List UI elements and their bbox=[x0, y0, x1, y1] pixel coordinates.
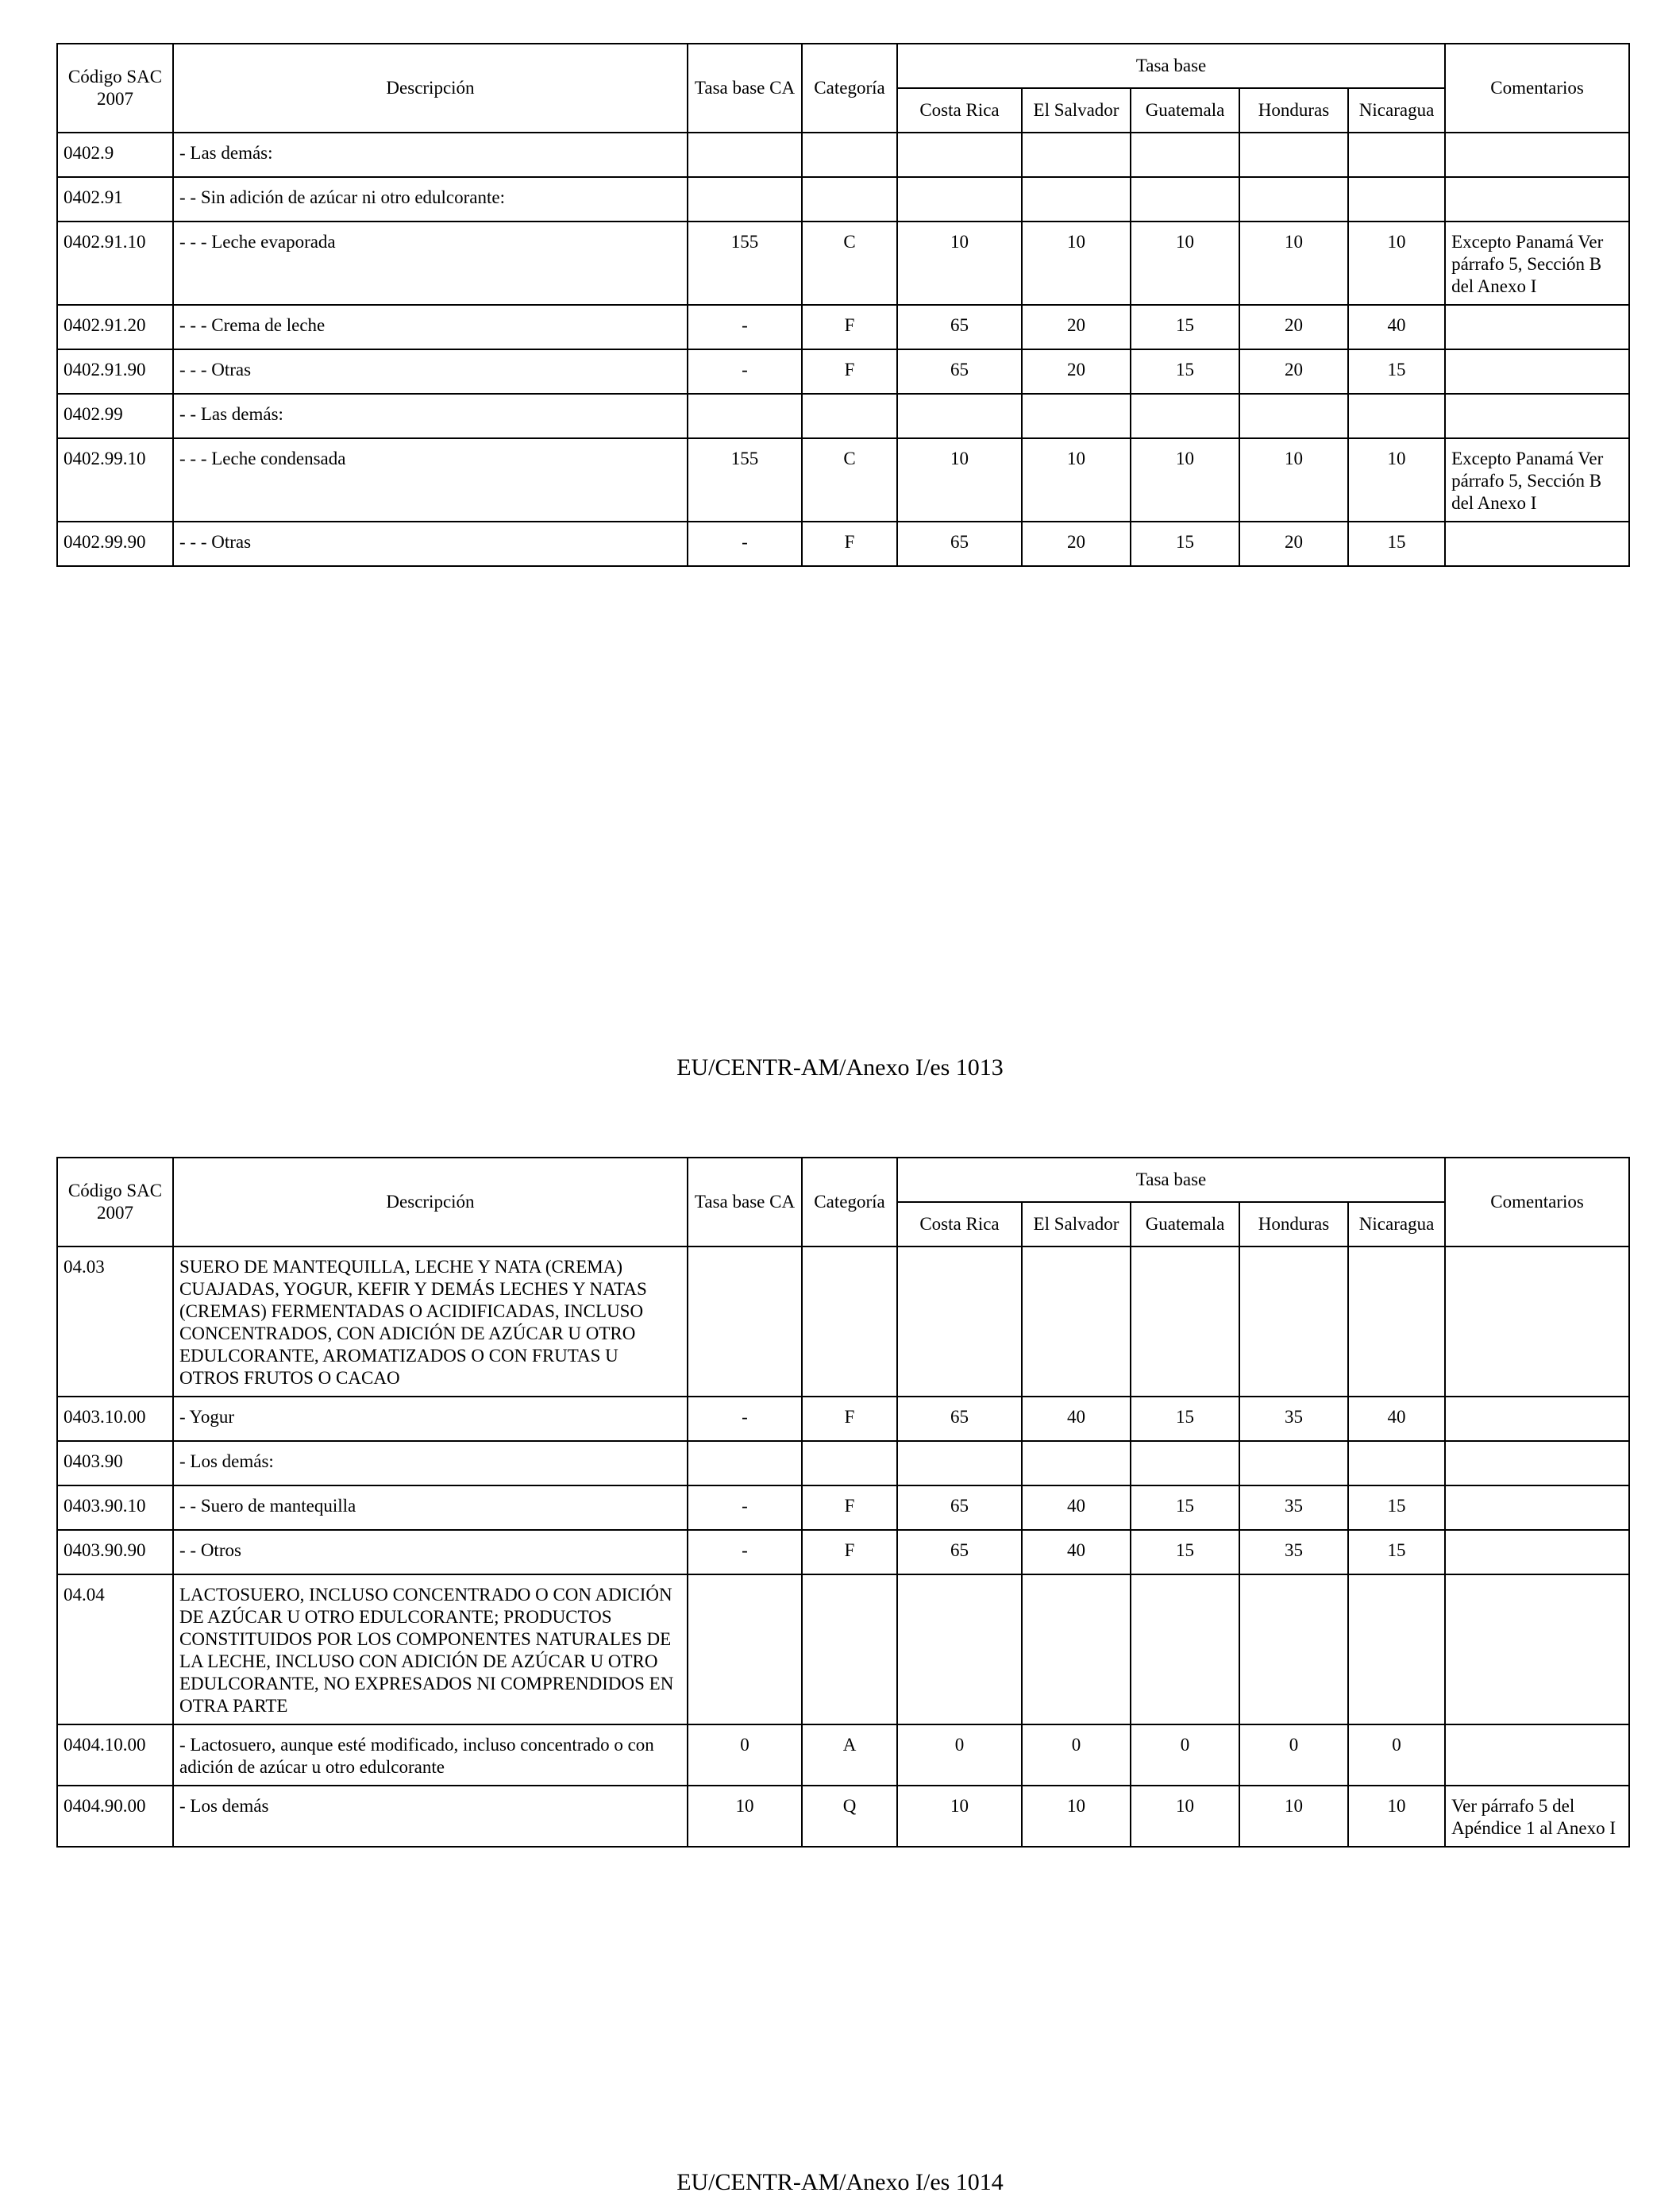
cell-category: F bbox=[802, 1397, 897, 1441]
cell-costa-rica: 65 bbox=[897, 1397, 1022, 1441]
cell-nicaragua: 0 bbox=[1348, 1724, 1445, 1786]
cell-description: - - Sin adición de azúcar ni otro edulcorante: bbox=[173, 177, 688, 222]
header-category: Categoría bbox=[802, 1158, 897, 1246]
cell-costa-rica bbox=[897, 177, 1022, 222]
cell-guatemala: 15 bbox=[1131, 1530, 1239, 1574]
cell-nicaragua bbox=[1348, 1246, 1445, 1397]
cell-category bbox=[802, 394, 897, 438]
table-row bbox=[57, 1441, 1629, 1485]
cell-costa-rica bbox=[897, 133, 1022, 177]
cell-comment bbox=[1445, 177, 1629, 222]
cell-el-salvador: 20 bbox=[1022, 349, 1131, 394]
cell-description: - Lactosuero, aunque esté modificado, incluso concentrado o con adición de azúcar u otro edulcorante bbox=[173, 1724, 688, 1786]
cell-guatemala: 15 bbox=[1131, 522, 1239, 566]
cell-el-salvador bbox=[1022, 133, 1131, 177]
cell-comment bbox=[1445, 522, 1629, 566]
header-nicaragua: Nicaragua bbox=[1348, 88, 1445, 133]
cell-costa-rica: 10 bbox=[897, 1786, 1022, 1847]
cell-comment bbox=[1445, 1246, 1629, 1397]
cell-honduras: 20 bbox=[1239, 305, 1348, 349]
cell-nicaragua bbox=[1348, 177, 1445, 222]
cell-guatemala bbox=[1131, 1441, 1239, 1485]
cell-costa-rica: 10 bbox=[897, 438, 1022, 522]
cell-description: - - - Otras bbox=[173, 349, 688, 394]
cell-honduras: 20 bbox=[1239, 349, 1348, 394]
cell-comment bbox=[1445, 1397, 1629, 1441]
cell-honduras: 20 bbox=[1239, 522, 1348, 566]
header-comments: Comentarios bbox=[1445, 1158, 1629, 1246]
cell-comment bbox=[1445, 394, 1629, 438]
cell-el-salvador bbox=[1022, 1441, 1131, 1485]
cell-comment: Excepto Panamá Ver párrafo 5, Sección B del Anexo I bbox=[1445, 222, 1629, 305]
cell-code: 0404.10.00 bbox=[57, 1724, 173, 1786]
cell-el-salvador: 10 bbox=[1022, 222, 1131, 305]
header-guatemala: Guatemala bbox=[1131, 88, 1239, 133]
cell-costa-rica: 0 bbox=[897, 1724, 1022, 1786]
cell-comment bbox=[1445, 1441, 1629, 1485]
cell-nicaragua: 10 bbox=[1348, 1786, 1445, 1847]
cell-honduras bbox=[1239, 133, 1348, 177]
cell-category: F bbox=[802, 349, 897, 394]
cell-el-salvador: 40 bbox=[1022, 1397, 1131, 1441]
cell-guatemala bbox=[1131, 1574, 1239, 1724]
cell-comment bbox=[1445, 1485, 1629, 1530]
cell-code: 0403.10.00 bbox=[57, 1397, 173, 1441]
header-description: Descripción bbox=[173, 44, 688, 133]
cell-category: C bbox=[802, 438, 897, 522]
cell-code: 0404.90.00 bbox=[57, 1786, 173, 1847]
header-el-salvador: El Salvador bbox=[1022, 1202, 1131, 1246]
cell-honduras bbox=[1239, 177, 1348, 222]
cell-guatemala: 15 bbox=[1131, 1485, 1239, 1530]
cell-costa-rica: 10 bbox=[897, 222, 1022, 305]
cell-nicaragua: 10 bbox=[1348, 222, 1445, 305]
cell-code: 0402.91 bbox=[57, 177, 173, 222]
cell-description: - - Otros bbox=[173, 1530, 688, 1574]
header-costa-rica: Costa Rica bbox=[897, 88, 1022, 133]
cell-comment: Excepto Panamá Ver párrafo 5, Sección B del Anexo I bbox=[1445, 438, 1629, 522]
cell-category: F bbox=[802, 1485, 897, 1530]
cell-category bbox=[802, 1246, 897, 1397]
cell-base-ca bbox=[688, 1246, 802, 1397]
cell-comment bbox=[1445, 1530, 1629, 1574]
cell-costa-rica: 65 bbox=[897, 522, 1022, 566]
cell-costa-rica: 65 bbox=[897, 1485, 1022, 1530]
cell-code: 0402.99.90 bbox=[57, 522, 173, 566]
header-comments: Comentarios bbox=[1445, 44, 1629, 133]
cell-guatemala bbox=[1131, 133, 1239, 177]
cell-honduras: 10 bbox=[1239, 222, 1348, 305]
header-description: Descripción bbox=[173, 1158, 688, 1246]
cell-costa-rica: 65 bbox=[897, 1530, 1022, 1574]
cell-nicaragua: 10 bbox=[1348, 438, 1445, 522]
cell-el-salvador bbox=[1022, 177, 1131, 222]
cell-base-ca bbox=[688, 1574, 802, 1724]
cell-costa-rica bbox=[897, 1574, 1022, 1724]
cell-guatemala: 10 bbox=[1131, 438, 1239, 522]
cell-base-ca bbox=[688, 1441, 802, 1485]
cell-base-ca: - bbox=[688, 305, 802, 349]
cell-nicaragua bbox=[1348, 1441, 1445, 1485]
table-row bbox=[57, 305, 1629, 349]
table-row bbox=[57, 522, 1629, 566]
cell-base-ca: - bbox=[688, 522, 802, 566]
cell-base-ca: 155 bbox=[688, 222, 802, 305]
cell-costa-rica bbox=[897, 1441, 1022, 1485]
cell-nicaragua: 15 bbox=[1348, 1530, 1445, 1574]
cell-description: LACTOSUERO, INCLUSO CONCENTRADO O CON ADICIÓN DE AZÚCAR U OTRO EDULCORANTE; PRODUCTOS CONSTITUIDOS POR LOS COMPONENTES NATURALES DE LA LECHE, INCLUSO CON ADICIÓN DE AZÚCAR U OTRO EDULCORANTE, NO EXPRESADOS NI COMPRENDIDOS EN OTRA PARTE bbox=[173, 1574, 688, 1724]
table-row bbox=[57, 349, 1629, 394]
cell-el-salvador: 10 bbox=[1022, 1786, 1131, 1847]
cell-code: 04.03 bbox=[57, 1246, 173, 1397]
cell-base-ca: 10 bbox=[688, 1786, 802, 1847]
cell-guatemala: 15 bbox=[1131, 1397, 1239, 1441]
cell-comment bbox=[1445, 1574, 1629, 1724]
cell-category: F bbox=[802, 1530, 897, 1574]
header-honduras: Honduras bbox=[1239, 88, 1348, 133]
cell-description: - - - Leche condensada bbox=[173, 438, 688, 522]
cell-description: SUERO DE MANTEQUILLA, LECHE Y NATA (CREMA) CUAJADAS, YOGUR, KEFIR Y DEMÁS LECHES Y NATAS (CREMAS) FERMENTADAS O ACIDIFICADAS, INCLUSO CONCENTRADOS, CON ADICIÓN DE AZÚCAR U OTRO EDULCORANTE, AROMATIZADOS O CON FRUTAS U OTROS FRUTOS O CACAO bbox=[173, 1246, 688, 1397]
header-guatemala: Guatemala bbox=[1131, 1202, 1239, 1246]
cell-category bbox=[802, 133, 897, 177]
cell-honduras bbox=[1239, 1441, 1348, 1485]
cell-code: 0403.90.10 bbox=[57, 1485, 173, 1530]
cell-el-salvador bbox=[1022, 1246, 1131, 1397]
cell-el-salvador: 0 bbox=[1022, 1724, 1131, 1786]
cell-comment bbox=[1445, 349, 1629, 394]
cell-category: F bbox=[802, 305, 897, 349]
cell-costa-rica: 65 bbox=[897, 305, 1022, 349]
cell-comment bbox=[1445, 305, 1629, 349]
cell-guatemala: 10 bbox=[1131, 1786, 1239, 1847]
cell-honduras: 35 bbox=[1239, 1485, 1348, 1530]
cell-honduras: 0 bbox=[1239, 1724, 1348, 1786]
cell-code: 0402.9 bbox=[57, 133, 173, 177]
table-row bbox=[57, 394, 1629, 438]
table-row bbox=[57, 1786, 1629, 1847]
cell-code: 0403.90 bbox=[57, 1441, 173, 1485]
cell-base-ca bbox=[688, 394, 802, 438]
cell-costa-rica bbox=[897, 1246, 1022, 1397]
header-base-rate: Tasa base bbox=[897, 44, 1445, 88]
cell-description: - Los demás bbox=[173, 1786, 688, 1847]
cell-nicaragua bbox=[1348, 394, 1445, 438]
cell-el-salvador: 10 bbox=[1022, 438, 1131, 522]
table-row bbox=[57, 133, 1629, 177]
cell-el-salvador bbox=[1022, 1574, 1131, 1724]
cell-category bbox=[802, 1574, 897, 1724]
cell-guatemala: 15 bbox=[1131, 349, 1239, 394]
table-row bbox=[57, 438, 1629, 522]
cell-category bbox=[802, 1441, 897, 1485]
cell-code: 04.04 bbox=[57, 1574, 173, 1724]
table-row bbox=[57, 1574, 1629, 1724]
cell-comment bbox=[1445, 133, 1629, 177]
cell-guatemala bbox=[1131, 1246, 1239, 1397]
cell-guatemala: 10 bbox=[1131, 222, 1239, 305]
table-row bbox=[57, 1246, 1629, 1397]
table-row bbox=[57, 1397, 1629, 1441]
header-base-ca: Tasa base CA bbox=[688, 1158, 802, 1246]
table-row bbox=[57, 1485, 1629, 1530]
tariff-table-page-1014 bbox=[56, 1157, 1630, 1848]
cell-code: 0402.91.20 bbox=[57, 305, 173, 349]
tariff-table-page-1013 bbox=[56, 43, 1630, 567]
cell-category: F bbox=[802, 522, 897, 566]
cell-costa-rica: 65 bbox=[897, 349, 1022, 394]
header-nicaragua: Nicaragua bbox=[1348, 1202, 1445, 1246]
cell-nicaragua: 15 bbox=[1348, 522, 1445, 566]
cell-honduras: 35 bbox=[1239, 1397, 1348, 1441]
cell-description: - Yogur bbox=[173, 1397, 688, 1441]
cell-code: 0402.91.10 bbox=[57, 222, 173, 305]
cell-guatemala: 0 bbox=[1131, 1724, 1239, 1786]
cell-code: 0403.90.90 bbox=[57, 1530, 173, 1574]
cell-nicaragua bbox=[1348, 133, 1445, 177]
cell-honduras: 10 bbox=[1239, 1786, 1348, 1847]
cell-honduras: 35 bbox=[1239, 1530, 1348, 1574]
cell-el-salvador: 40 bbox=[1022, 1530, 1131, 1574]
cell-description: - Los demás: bbox=[173, 1441, 688, 1485]
cell-costa-rica bbox=[897, 394, 1022, 438]
cell-el-salvador: 20 bbox=[1022, 305, 1131, 349]
cell-comment: Ver párrafo 5 del Apéndice 1 al Anexo I bbox=[1445, 1786, 1629, 1847]
cell-category bbox=[802, 177, 897, 222]
cell-comment bbox=[1445, 1724, 1629, 1786]
cell-nicaragua: 15 bbox=[1348, 1485, 1445, 1530]
table-row bbox=[57, 222, 1629, 305]
header-honduras: Honduras bbox=[1239, 1202, 1348, 1246]
cell-guatemala bbox=[1131, 394, 1239, 438]
cell-honduras bbox=[1239, 1246, 1348, 1397]
cell-nicaragua bbox=[1348, 1574, 1445, 1724]
page-footer: EU/CENTR-AM/Anexo I/es 1013 bbox=[676, 1054, 1004, 1081]
header-el-salvador: El Salvador bbox=[1022, 88, 1131, 133]
cell-base-ca: 155 bbox=[688, 438, 802, 522]
cell-category: Q bbox=[802, 1786, 897, 1847]
cell-nicaragua: 40 bbox=[1348, 1397, 1445, 1441]
header-costa-rica: Costa Rica bbox=[897, 1202, 1022, 1246]
header-code: Código SAC 2007 bbox=[57, 1158, 173, 1246]
cell-description: - - Las demás: bbox=[173, 394, 688, 438]
cell-honduras bbox=[1239, 394, 1348, 438]
cell-el-salvador bbox=[1022, 394, 1131, 438]
cell-base-ca: - bbox=[688, 1397, 802, 1441]
page-footer: EU/CENTR-AM/Anexo I/es 1014 bbox=[676, 2169, 1004, 2195]
cell-category: C bbox=[802, 222, 897, 305]
cell-description: - - - Otras bbox=[173, 522, 688, 566]
header-code: Código SAC 2007 bbox=[57, 44, 173, 133]
cell-base-ca bbox=[688, 133, 802, 177]
header-base-rate: Tasa base bbox=[897, 1158, 1445, 1202]
cell-description: - - - Leche evaporada bbox=[173, 222, 688, 305]
header-category: Categoría bbox=[802, 44, 897, 133]
table-row bbox=[57, 177, 1629, 222]
cell-description: - Las demás: bbox=[173, 133, 688, 177]
header-base-ca: Tasa base CA bbox=[688, 44, 802, 133]
cell-code: 0402.91.90 bbox=[57, 349, 173, 394]
cell-code: 0402.99.10 bbox=[57, 438, 173, 522]
cell-nicaragua: 15 bbox=[1348, 349, 1445, 394]
cell-base-ca: - bbox=[688, 1485, 802, 1530]
cell-base-ca: - bbox=[688, 349, 802, 394]
cell-guatemala bbox=[1131, 177, 1239, 222]
cell-guatemala: 15 bbox=[1131, 305, 1239, 349]
cell-honduras bbox=[1239, 1574, 1348, 1724]
cell-description: - - Suero de mantequilla bbox=[173, 1485, 688, 1530]
cell-base-ca: - bbox=[688, 1530, 802, 1574]
cell-base-ca: 0 bbox=[688, 1724, 802, 1786]
cell-code: 0402.99 bbox=[57, 394, 173, 438]
cell-description: - - - Crema de leche bbox=[173, 305, 688, 349]
cell-nicaragua: 40 bbox=[1348, 305, 1445, 349]
cell-el-salvador: 20 bbox=[1022, 522, 1131, 566]
cell-category: A bbox=[802, 1724, 897, 1786]
table-row bbox=[57, 1530, 1629, 1574]
cell-el-salvador: 40 bbox=[1022, 1485, 1131, 1530]
table-row bbox=[57, 1724, 1629, 1786]
cell-base-ca bbox=[688, 177, 802, 222]
cell-honduras: 10 bbox=[1239, 438, 1348, 522]
